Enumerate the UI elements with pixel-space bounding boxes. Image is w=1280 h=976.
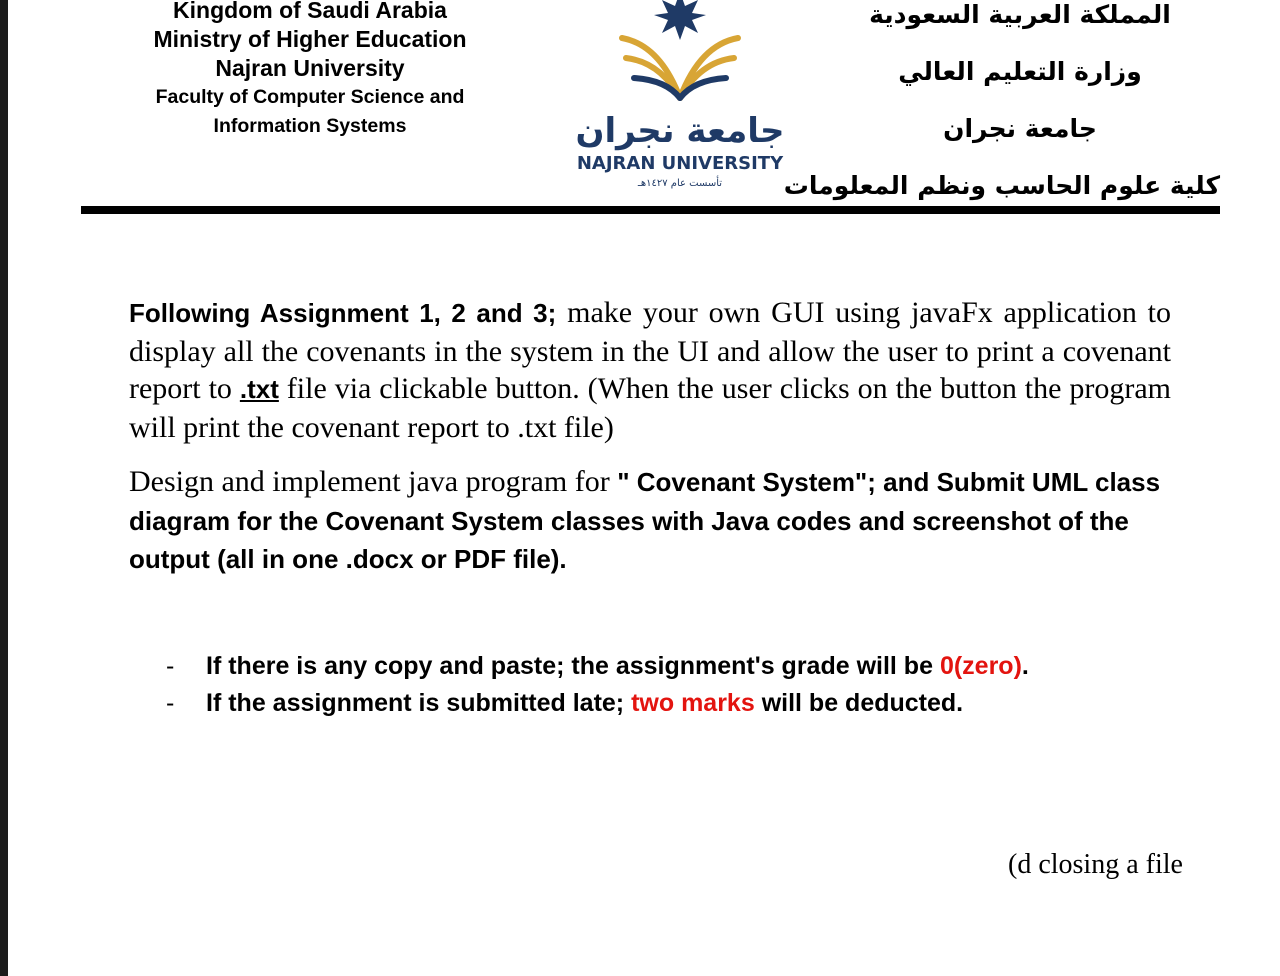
txt-extension: .txt <box>239 374 279 404</box>
kingdom-ar: المملكة العربية السعودية <box>869 0 1171 29</box>
assignment-p2-text-a: Design and implement java program for <box>129 465 618 498</box>
english-header <box>130 0 490 141</box>
assignment-paragraph-1 <box>129 294 1171 446</box>
rule-text: If the assignment is submitted late; <box>206 689 632 717</box>
assignment-p1-text-a: make your own GUI using javaFx application to display all the covenants in the system in the UI and allow the user to print a covenant report to <box>129 296 1171 405</box>
logo-established: تأسست عام ١٤٢٧هـ <box>637 178 723 189</box>
assignment-body <box>129 294 1171 579</box>
assignment-paragraph-2 <box>129 463 1171 579</box>
najran-university-logo <box>560 0 800 200</box>
faculty-en-line2: Information Systems <box>213 115 407 137</box>
university-en: Najran University <box>215 55 405 81</box>
rule-dash: - <box>166 652 175 680</box>
rule-after: will be deducted. <box>754 689 964 717</box>
assignment-p2-bold: " Covenant System"; and Submit UML class diagram for the Covenant System classes with Java codes and screenshot of the output (all in one .docx or PDF file). <box>129 467 1161 574</box>
rule-copy-paste <box>166 648 1166 685</box>
logo-star-icon <box>654 0 706 40</box>
assignment-lead: Following Assignment 1, 2 and 3; <box>129 298 557 328</box>
header-divider <box>81 206 1220 214</box>
university-ar: جامعة نجران <box>943 114 1097 143</box>
assignment-p1-text-b: file via clickable button. (When the user clicks on the button the program will print the covenant report to .txt file) <box>129 372 1171 444</box>
rule-text: If there is any copy and paste; the assignment's grade will be <box>206 652 940 680</box>
logo-palm-arcs-icon <box>622 38 738 98</box>
rule-late-submission <box>166 685 1166 722</box>
rule-after: . <box>1021 652 1029 680</box>
faculty-ar: كلية علوم الحاسب ونظم المعلومات <box>783 171 1220 200</box>
ministry-en: Ministry of Higher Education <box>153 26 467 52</box>
rule-highlight: 0(zero) <box>939 652 1022 680</box>
rule-dash: - <box>166 689 175 717</box>
left-window-edge <box>0 0 8 976</box>
rules-list <box>166 648 1166 722</box>
arabic-header <box>783 0 1220 214</box>
faculty-en-line1: Faculty of Computer Science and <box>155 86 465 108</box>
logo-arabic-name: جامعة نجران <box>575 111 785 151</box>
logo-english-name: NAJRAN UNIVERSITY <box>576 153 784 174</box>
footer-fragment: (d closing a file <box>1008 849 1183 880</box>
ministry-ar: وزارة التعليم العالي <box>898 57 1142 86</box>
rule-highlight: two marks <box>631 689 755 717</box>
kingdom-en: Kingdom of Saudi Arabia <box>173 0 447 23</box>
